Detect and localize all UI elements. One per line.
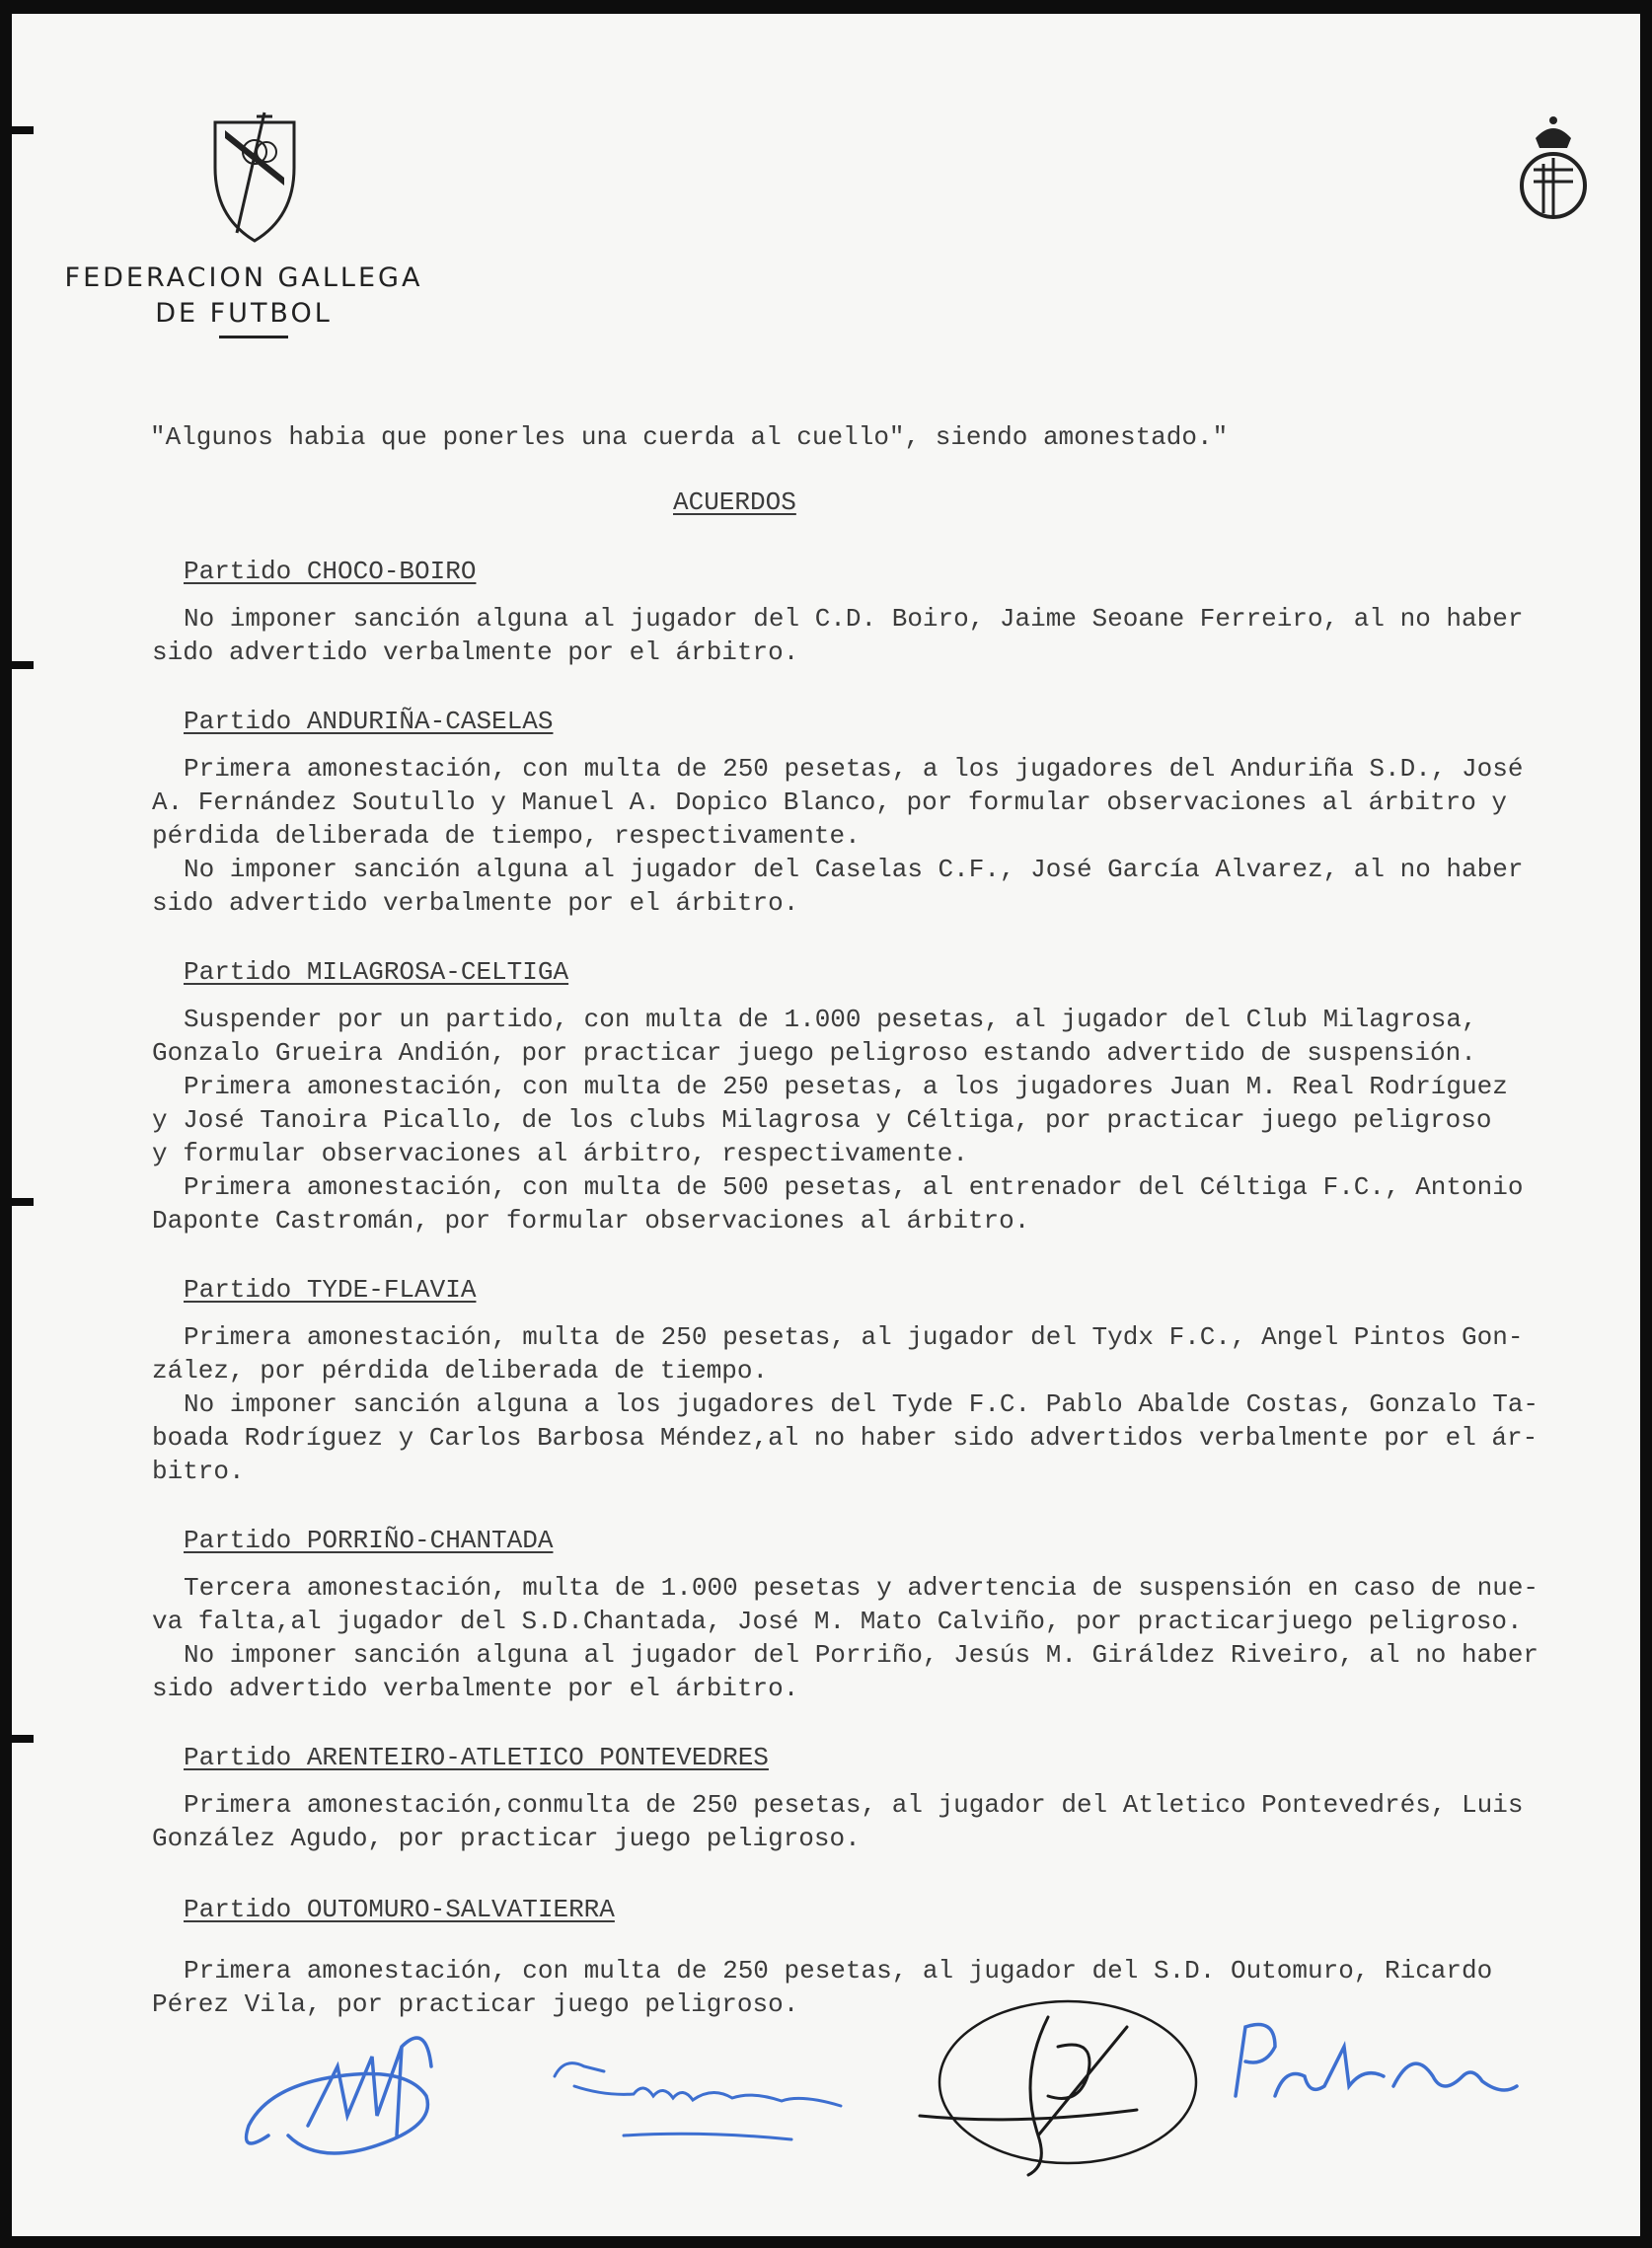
- document-body: [12, 14, 1640, 2019]
- match-text-line: Gonzalo Grueira Andión, por practicar juego peligroso estando advertido de suspensión.: [152, 1038, 1476, 1068]
- match-text-line: pérdida deliberada de tiempo, respectivamente.: [152, 821, 861, 851]
- match-title: Partido TYDE-FLAVIA: [184, 1275, 477, 1305]
- signature-2: [545, 2037, 870, 2155]
- match-text-line: y formular observaciones al árbitro, respectivamente.: [152, 1139, 968, 1168]
- match-text-line: No imponer sanción alguna a los jugadores del Tyde F.C. Pablo Abalde Costas, Gonzalo Ta-: [184, 1389, 1539, 1419]
- match-text-line: y José Tanoira Picallo, de los clubs Milagrosa y Céltiga, por practicar juego peligroso: [152, 1105, 1492, 1135]
- match-title: Partido MILAGROSA-CELTIGA: [184, 957, 569, 987]
- match-text-line: Suspender por un partido, con multa de 1.000 pesetas, al jugador del Club Milagrosa,: [184, 1005, 1477, 1034]
- match-text-line: Primera amonestación, con multa de 250 pesetas, a los jugadores del Anduriña S.D., José: [184, 754, 1524, 784]
- match-text-line: Daponte Castromán, por formular observaciones al árbitro.: [152, 1206, 1030, 1236]
- match-text-line: bitro.: [152, 1457, 245, 1486]
- match-text-line: No imponer sanción alguna al jugador del C.D. Boiro, Jaime Seoane Ferreiro, al no haber: [184, 604, 1524, 634]
- match-text-line: Tercera amonestación, multa de 1.000 pesetas y advertencia de suspensión en caso de nue-: [184, 1573, 1539, 1603]
- match-text-line: boada Rodríguez y Carlos Barbosa Méndez,al no haber sido advertidos verbalmente por el ár-: [152, 1423, 1539, 1453]
- match-title: Partido CHOCO-BOIRO: [184, 557, 477, 586]
- match-text-line: No imponer sanción alguna al jugador del Porriño, Jesús M. Giráldez Riveiro, al no haber: [184, 1640, 1539, 1670]
- document-page: [12, 14, 1640, 2236]
- match-text-line: sido advertido verbalmente por el árbitro.: [152, 637, 799, 667]
- match-title: Partido PORRIÑO-CHANTADA: [184, 1526, 554, 1555]
- match-title: Partido ANDURIÑA-CASELAS: [184, 707, 554, 736]
- signature-4: [1216, 2007, 1532, 2136]
- signature-3-with-seal: [900, 1987, 1216, 2185]
- match-text-line: sido advertido verbalmente por el árbitro.: [152, 888, 799, 918]
- federation-name-line2: DE FUTBOL: [155, 298, 333, 329]
- match-text-line: zález, por pérdida deliberada de tiempo.: [152, 1356, 769, 1386]
- match-text-line: Primera amonestación, con multa de 250 pesetas, al jugador del S.D. Outomuro, Ricardo: [184, 1956, 1493, 1986]
- match-text-line: Pérez Vila, por practicar juego peligroso.: [152, 1989, 799, 2019]
- signature-1: [229, 2027, 535, 2165]
- federation-name-line1: FEDERACION GALLEGA: [64, 262, 423, 293]
- match-text-line: Primera amonestación,conmulta de 250 pesetas, al jugador del Atletico Pontevedrés, Luis: [184, 1790, 1524, 1820]
- match-text-line: Primera amonestación, con multa de 500 pesetas, al entrenador del Céltiga F.C., Antonio: [184, 1172, 1524, 1202]
- match-text-line: Primera amonestación, multa de 250 pesetas, al jugador del Tydx F.C., Angel Pintos Gon-: [184, 1322, 1524, 1352]
- section-title: ACUERDOS: [673, 487, 796, 517]
- match-text-line: A. Fernández Soutullo y Manuel A. Dopico Blanco, por formular observaciones al árbitro y: [152, 787, 1508, 817]
- match-title: Partido ARENTEIRO-ATLETICO PONTEVEDRES: [184, 1743, 769, 1772]
- match-title: Partido OUTOMURO-SALVATIERRA: [184, 1895, 615, 1924]
- match-text-line: va falta,al jugador del S.D.Chantada, José M. Mato Calviño, por practicarjuego peligroso.: [152, 1607, 1523, 1636]
- match-text-line: No imponer sanción alguna al jugador del Caselas C.F., José García Alvarez, al no haber: [184, 855, 1524, 884]
- match-text-line: Primera amonestación, con multa de 250 pesetas, a los jugadores Juan M. Real Rodríguez: [184, 1072, 1508, 1101]
- intro-quote: "Algunos habia que ponerles una cuerda al cuello", siendo amonestado.": [150, 422, 1229, 452]
- match-text-line: sido advertido verbalmente por el árbitro.: [152, 1674, 799, 1703]
- match-text-line: González Agudo, por practicar juego peligroso.: [152, 1824, 861, 1853]
